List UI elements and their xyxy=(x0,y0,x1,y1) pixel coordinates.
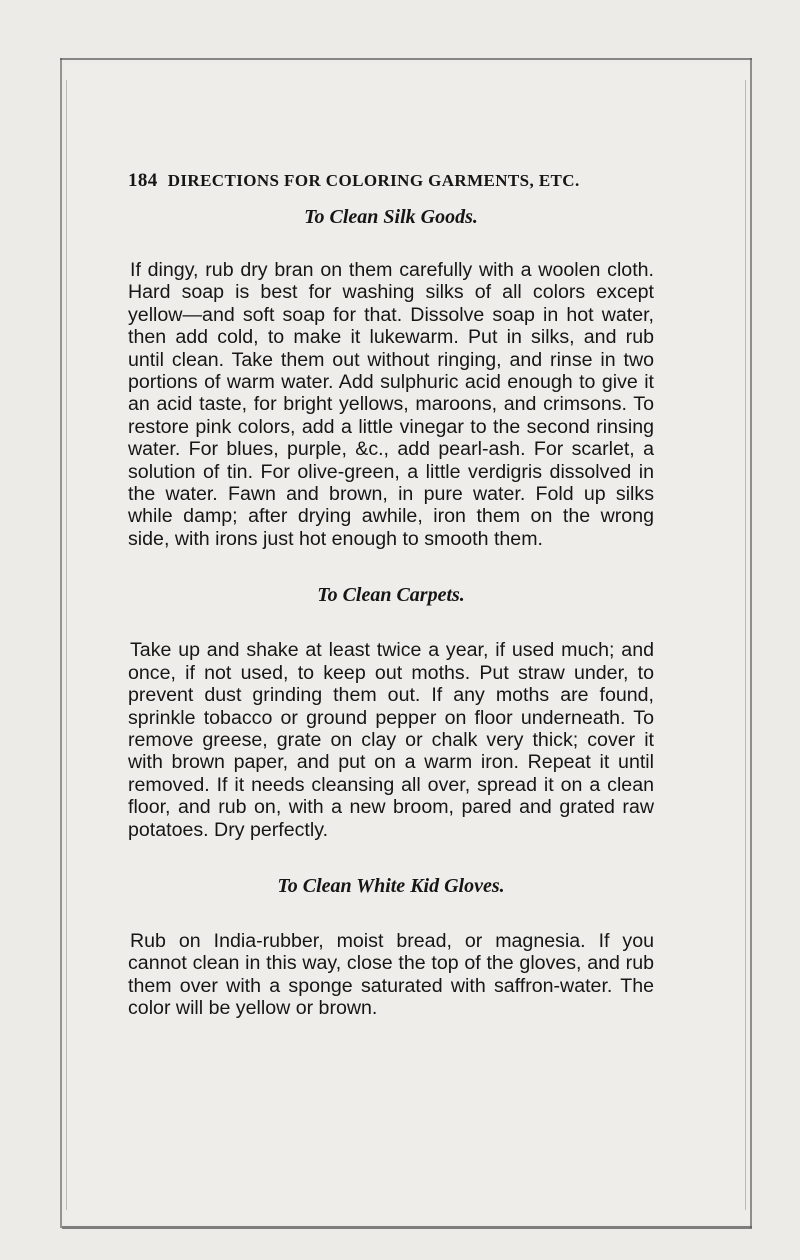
page-content xyxy=(128,170,654,1020)
page-edge-top xyxy=(60,58,752,60)
page-edge-left-inner xyxy=(66,80,67,1210)
page-edge-bottom xyxy=(62,1226,752,1229)
section-title-carpets: To Clean Carpets. xyxy=(317,584,465,607)
running-head xyxy=(128,170,654,192)
running-head-title: DIRECTIONS FOR COLORING GARMENTS, ETC. xyxy=(167,171,580,190)
page-edge-left xyxy=(60,58,62,1228)
section-body-carpets: Take up and shake at least twice a year, if used much; and once, if not used, to keep out moths. Put straw under, to prevent dust grinding them out. If any moths are found, sprinkle tobacco or ground pepper on floor underneath. To remove greese, grate on clay or chalk very thick; cover it with brown paper, and put on a warm iron. Repeat it until removed. If it needs cleansing all over, spread it on a clean floor, and rub on, with a new broom, pared and grated raw potatoes. Dry perfectly. xyxy=(128,639,654,841)
section-title-silk: To Clean Silk Goods. xyxy=(304,206,478,228)
section-title-gloves: To Clean White Kid Gloves. xyxy=(277,874,505,897)
page-edge-right-inner xyxy=(745,80,746,1210)
section-body-silk: If dingy, rub dry bran on them carefully with a woolen cloth. Hard soap is best for washing silks of all colors except yellow—and soft soap for that. Dissolve soap in hot water, then add cold, to make it lukewarm. Put in silks, and rub until clean. Take them out without ringing, and rinse in two portions of warm water. Add sulphuric acid enough to give it an acid taste, for bright yellows, maroons, and crimsons. To restore pink colors, add a little vinegar to the second rinsing water. For blues, purple, &c., add pearl-ash. For scarlet, a solution of tin. For olive-green, a little verdigris dissolved in the water. Fawn and brown, in pure water. Fold up silks while damp; after drying awhile, iron them on the wrong side, with irons just hot enough to smooth them. xyxy=(128,259,654,550)
page-number: 184 xyxy=(128,170,158,191)
page-edge-right xyxy=(750,58,752,1228)
section-body-gloves: Rub on India-rubber, moist bread, or magnesia. If you cannot clean in this way, close the top of the gloves, and rub them over with a sponge saturated with saffron-water. The color will be yellow or brown. xyxy=(128,929,654,1020)
